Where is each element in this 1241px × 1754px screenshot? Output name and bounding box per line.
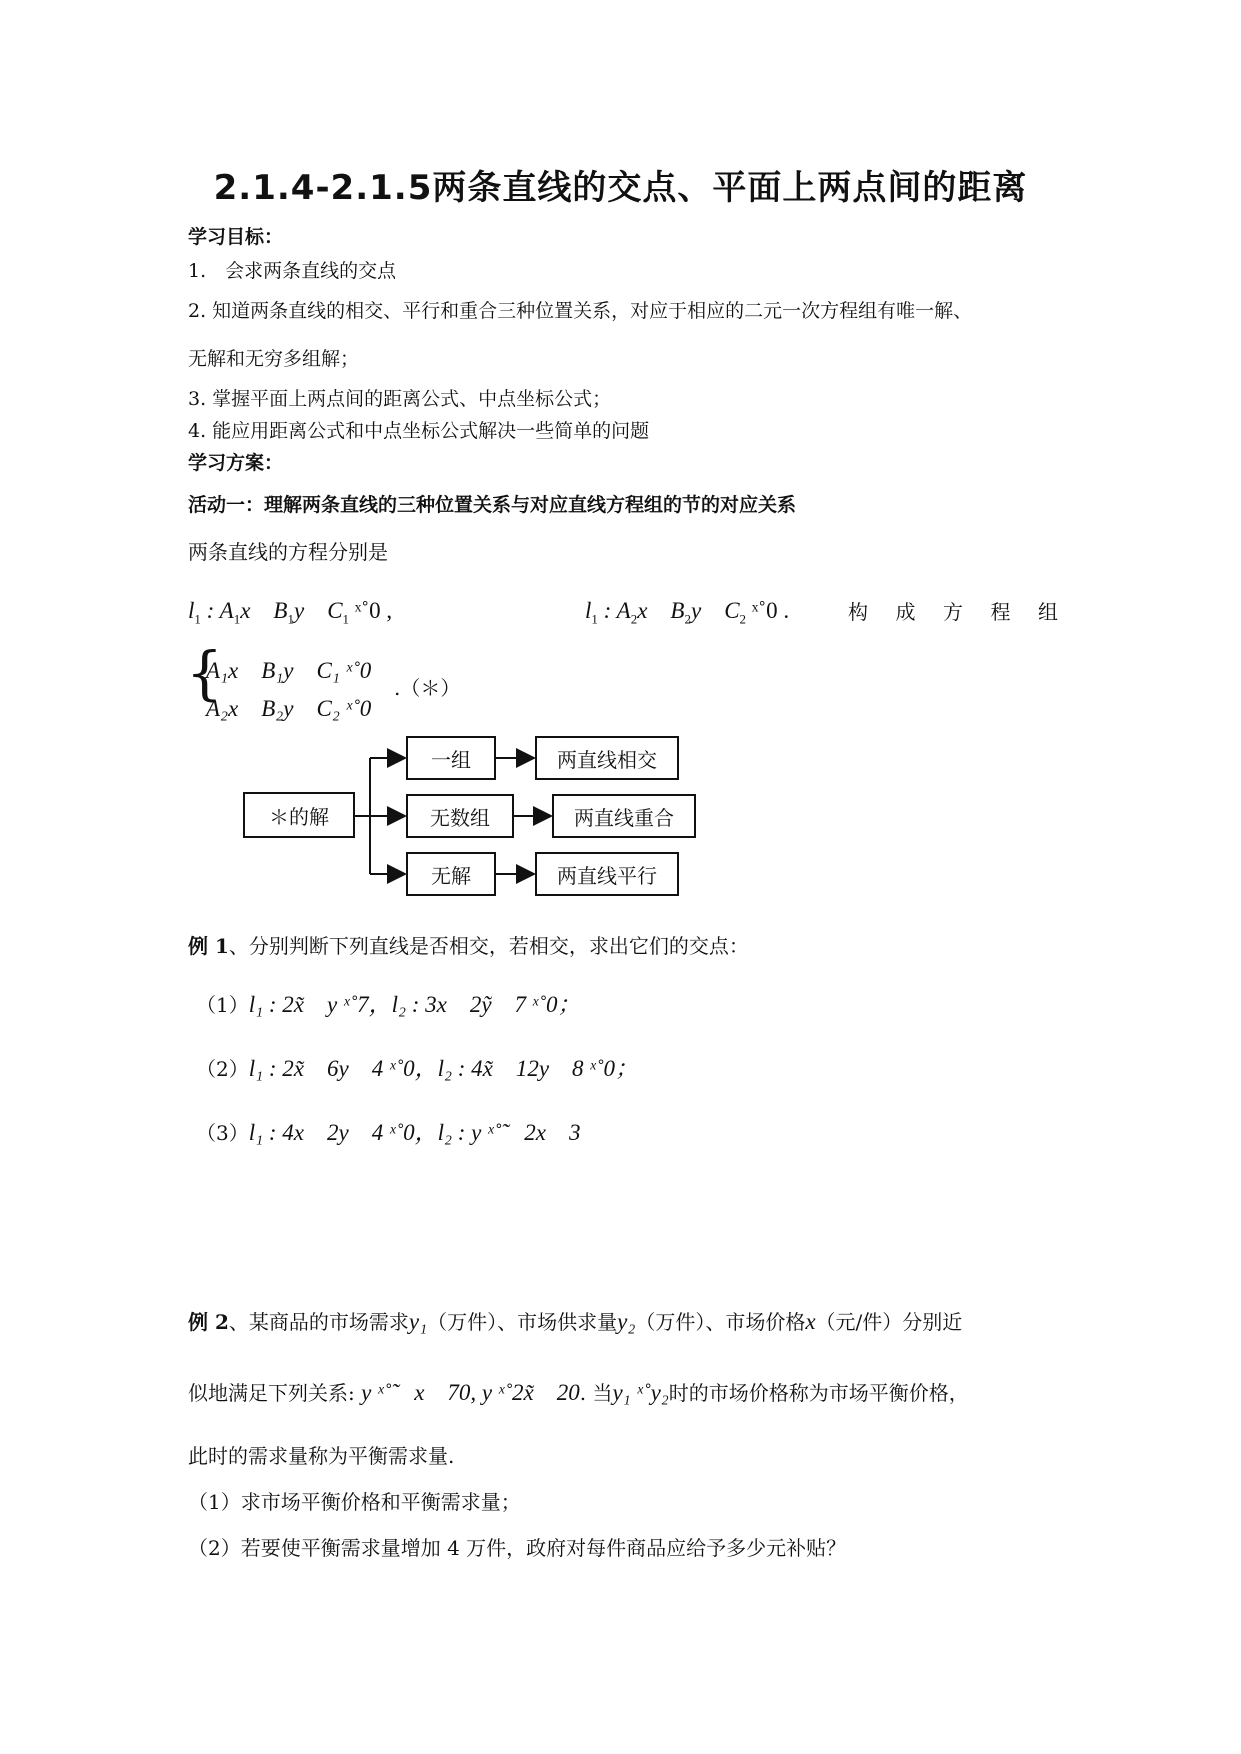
- flow-result-parallel: 两直线平行: [535, 852, 679, 896]
- activity-1-heading: 活动一：理解两条直线的三种位置关系与对应直线方程组的节的对应关系: [188, 494, 797, 516]
- example-1-item-1: （1）l₁ : 2x̃ y ˣ˚7，l₂ : 3x 2ỹ 7 ˣ˚0；: [196, 992, 581, 1017]
- goal-item-2: 2. 知道两条直线的相交、平行和重合三种位置关系，对应于相应的二元一次方程组有唯一解、: [188, 300, 973, 322]
- example-1-prompt: 例 1、分别判断下列直线是否相交，若相交，求出它们的交点：: [188, 934, 749, 958]
- example-2-line-3: 此时的需求量称为平衡需求量.: [188, 1444, 455, 1468]
- system-row-2: A₂x B₂y C₂ ˣ˚0: [206, 696, 372, 721]
- flow-case-one: 一组: [406, 736, 496, 780]
- page-title: 2.1.4-2.1.5两条直线的交点、平面上两点间的距离: [213, 168, 1028, 208]
- example-1-item-2: （2）l₁ : 2x̃ 6y 4 ˣ˚0，l₂ : 4x̃ 12y 8 ˣ˚0；: [196, 1056, 638, 1081]
- system-row-1: A₁x B₁y C₁ ˣ˚0: [206, 658, 372, 683]
- flow-result-intersect: 两直线相交: [535, 736, 679, 780]
- flow-result-coincide: 两直线重合: [552, 794, 696, 838]
- goal-item-3: 3. 掌握平面上两点间的距离公式、中点坐标公式；: [188, 388, 612, 410]
- flow-source-box: ＊的解: [243, 792, 355, 838]
- system-brace: {: [186, 639, 223, 707]
- compose-text: 构 成 方 程 组: [848, 600, 1058, 624]
- goal-item-4: 4. 能应用距离公式和中点坐标公式解决一些简单的问题: [188, 420, 650, 442]
- example-1-item-3: （3）l₁ : 4x 2y 4 ˣ˚0，l₂ : y ˣ˚̃ 2x 3: [196, 1120, 581, 1145]
- flow-case-infinite: 无数组: [406, 794, 514, 838]
- goals-heading: 学习目标：: [188, 226, 284, 248]
- example-2-line-2: 似地满足下列关系: y ˣ˚̃ x 70, y ˣ˚2x̃ 20. 当y₁ ˣ˚y₂时的市场价格称为市场平衡价格，: [188, 1380, 969, 1405]
- line-equation-2: $l_1$ : $A_2x$ $B_2y$ $C_2$ ˣ˚0 .: [585, 598, 790, 627]
- flow-case-none: 无解: [406, 852, 496, 896]
- goal-item-2-cont: 无解和无穷多组解；: [188, 348, 360, 370]
- example-2-line-1: 例 2、某商品的市场需求y₁（万件）、市场供求量y₂（万件）、市场价格x（元/件）分别近: [188, 1309, 963, 1334]
- goal-item-1: 1. 会求两条直线的交点: [188, 260, 397, 282]
- plan-heading: 学习方案：: [188, 452, 284, 474]
- system-suffix: .（＊）: [394, 676, 461, 700]
- example-2-question-2: （2）若要使平衡需求量增加 4 万件，政府对每件商品应给予多少元补贴？: [188, 1536, 847, 1560]
- line-equation-1: $l_1$ : $A_1x$ $B_1y$ $C_1$ ˣ˚0 ,: [188, 598, 393, 627]
- intro-text: 两条直线的方程分别是: [188, 540, 388, 564]
- example-2-question-1: （1）求市场平衡价格和平衡需求量；: [188, 1490, 521, 1514]
